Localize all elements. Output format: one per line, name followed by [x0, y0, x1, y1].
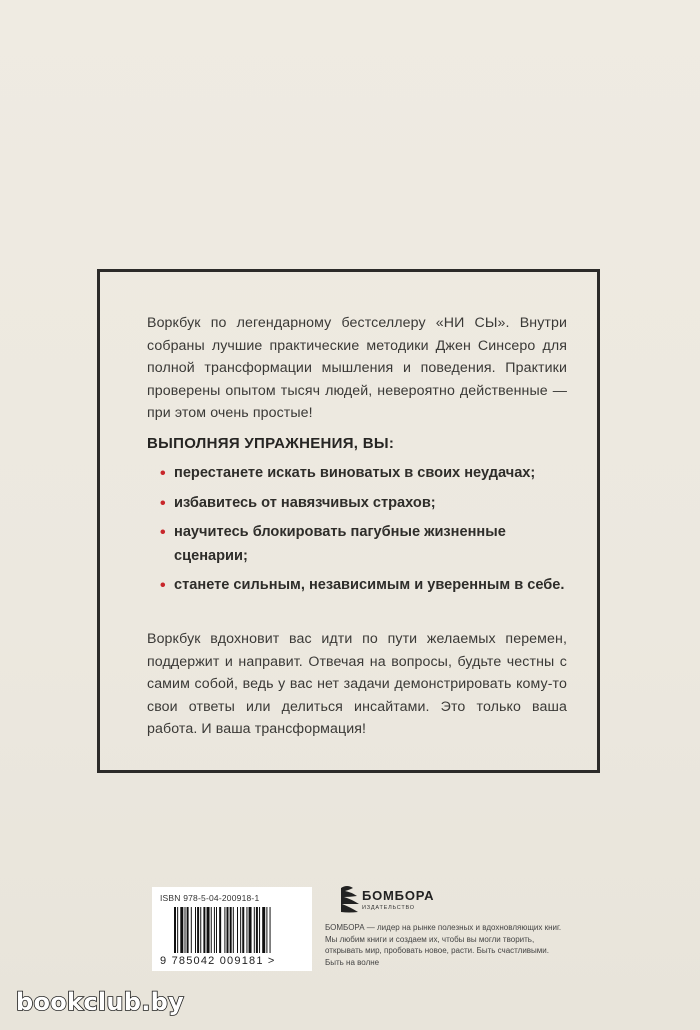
publisher-subtitle: ИЗДАТЕЛЬСТВО: [362, 905, 415, 911]
list-item-text: станете сильным, независимым и уверенным в себе.: [174, 577, 565, 593]
bullet-icon: •: [160, 494, 166, 512]
list-item: [147, 574, 567, 598]
list-item-text: избавитесь от навязчивых страхов;: [174, 494, 436, 511]
list-item: [147, 462, 567, 486]
watermark: bookclub.by: [16, 988, 185, 1016]
list-item: [147, 492, 567, 516]
isbn-barcode-block: [152, 887, 312, 971]
list-item: [147, 521, 567, 568]
list-item-text: перестанете искать виноватых в своих неудачах;: [174, 465, 536, 481]
outro-paragraph: Воркбук вдохновит вас идти по пути желаемых перемен, поддержит и направит. Отвечая на вопросы, будьте честны с самим собой, ведь у вас нет задачи демонстрировать кому-то свои ответы или делиться инсайтами. Это только ваша работа. И ваша трансформация!: [147, 631, 567, 737]
publisher-blurb: БОМБОРА — лидер на рынке полезных и вдохновляющих книг. Мы любим книги и создаем их, чтобы вы могли творить, открывать мир, пробовать новое, расти. Быть счастливыми. Быть на волне: [325, 923, 562, 967]
list-item-text: научитесь блокировать пагубные жизненные сценарии;: [174, 524, 506, 564]
bombora-wave-logo-icon: [339, 882, 361, 916]
barcode-icon: [174, 907, 304, 955]
intro-paragraph: Воркбук по легендарному бестселлеру «НИ СЫ». Внутри собраны лучшие практические методики Джен Синсеро для полной трансформации мышления и поведения. Практики проверены опытом тысяч людей, невероятно действенные — при этом очень простые!: [147, 315, 567, 421]
bullet-icon: •: [160, 577, 166, 594]
isbn-label: ISBN 978-5-04-200918-1: [160, 893, 260, 903]
exercises-heading: ВЫПОЛНЯЯ УПРАЖНЕНИЯ, ВЫ:: [147, 435, 395, 452]
bullet-icon: •: [160, 524, 166, 541]
publisher-name: БОМБОРА: [362, 888, 435, 903]
bullet-icon: •: [160, 465, 166, 482]
benefits-list: [147, 462, 567, 604]
isbn-digits: 9 785042 009181 >: [160, 955, 276, 967]
